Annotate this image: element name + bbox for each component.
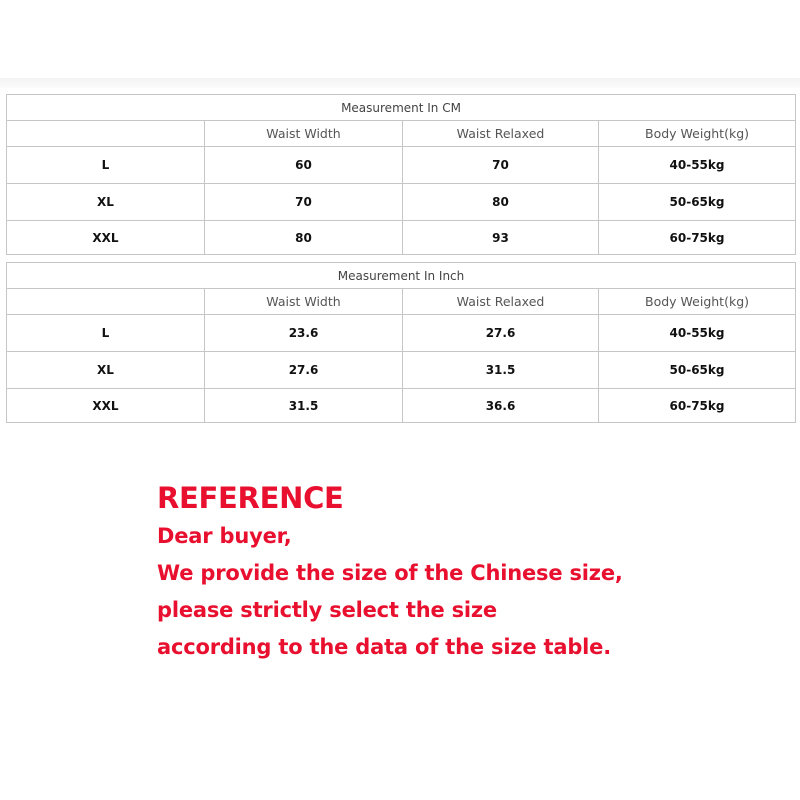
table-row bbox=[7, 315, 796, 352]
data-cell: 60-75kg bbox=[599, 389, 796, 423]
header-cell: Body Weight(kg) bbox=[599, 289, 796, 315]
reference-title: REFERENCE bbox=[157, 481, 344, 515]
table-row bbox=[7, 352, 796, 389]
top-band bbox=[0, 78, 800, 88]
data-cell: 27.6 bbox=[403, 315, 599, 352]
data-cell: 80 bbox=[205, 221, 403, 255]
header-cell bbox=[7, 289, 205, 315]
data-cell: 27.6 bbox=[205, 352, 403, 389]
table-row bbox=[7, 389, 796, 423]
reference-line: We provide the size of the Chinese size, bbox=[157, 561, 623, 585]
data-cell: 60 bbox=[205, 147, 403, 184]
reference-line: Dear buyer, bbox=[157, 524, 292, 548]
header-cell: Body Weight(kg) bbox=[599, 121, 796, 147]
header-cell bbox=[7, 121, 205, 147]
header-cell: Waist Relaxed bbox=[403, 289, 599, 315]
data-cell: 60-75kg bbox=[599, 221, 796, 255]
reference-line: according to the data of the size table. bbox=[157, 635, 611, 659]
data-cell: 31.5 bbox=[205, 389, 403, 423]
data-cell: 70 bbox=[403, 147, 599, 184]
table-row bbox=[7, 184, 796, 221]
table-row bbox=[7, 221, 796, 255]
table-title-row bbox=[7, 95, 796, 121]
header-cell: Waist Width bbox=[205, 289, 403, 315]
reference-line: please strictly select the size bbox=[157, 598, 497, 622]
size-cell: XXL bbox=[7, 221, 205, 255]
table-header-row bbox=[7, 121, 796, 147]
size-cell: L bbox=[7, 315, 205, 352]
size-cell: L bbox=[7, 147, 205, 184]
data-cell: 31.5 bbox=[403, 352, 599, 389]
size-cell: XXL bbox=[7, 389, 205, 423]
data-cell: 80 bbox=[403, 184, 599, 221]
size-table-cm bbox=[6, 94, 796, 255]
data-cell: 50-65kg bbox=[599, 352, 796, 389]
table-row bbox=[7, 147, 796, 184]
data-cell: 93 bbox=[403, 221, 599, 255]
data-cell: 40-55kg bbox=[599, 315, 796, 352]
data-cell: 70 bbox=[205, 184, 403, 221]
header-cell: Waist Width bbox=[205, 121, 403, 147]
data-cell: 40-55kg bbox=[599, 147, 796, 184]
data-cell: 36.6 bbox=[403, 389, 599, 423]
table-header-row bbox=[7, 289, 796, 315]
size-table-inch bbox=[6, 262, 796, 423]
data-cell: 23.6 bbox=[205, 315, 403, 352]
size-cell: XL bbox=[7, 184, 205, 221]
table-title: Measurement In CM bbox=[7, 95, 796, 121]
size-cell: XL bbox=[7, 352, 205, 389]
table-title: Measurement In Inch bbox=[7, 263, 796, 289]
table-title-row bbox=[7, 263, 796, 289]
reference-notice bbox=[157, 478, 623, 666]
data-cell: 50-65kg bbox=[599, 184, 796, 221]
header-cell: Waist Relaxed bbox=[403, 121, 599, 147]
